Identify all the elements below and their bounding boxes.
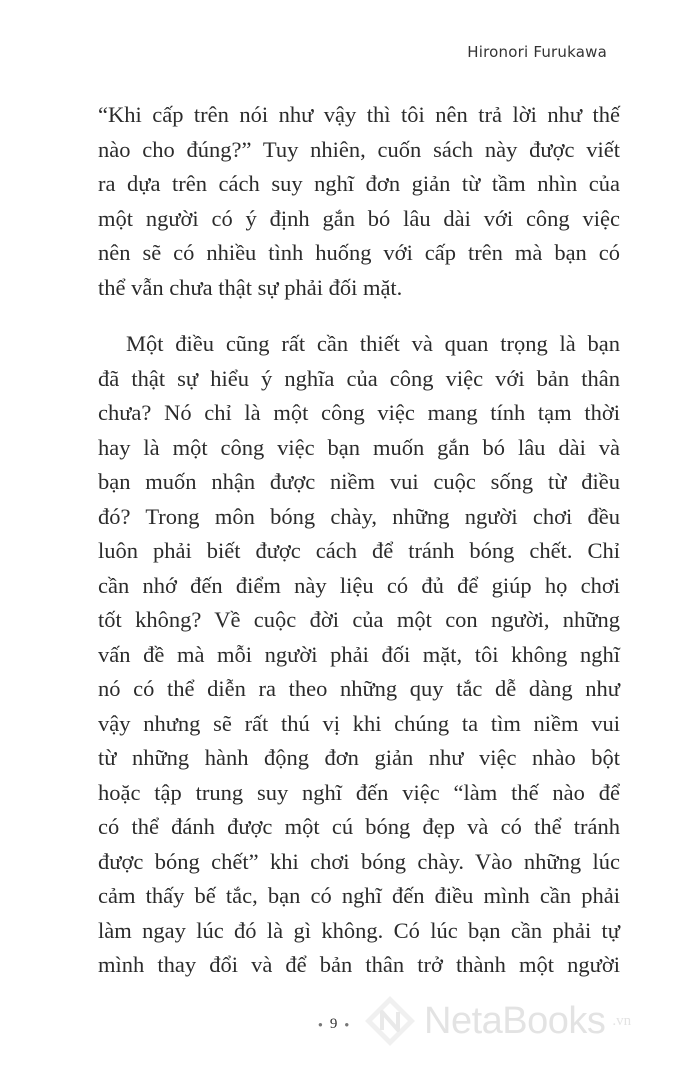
text-line: đó? Trong môn bóng chày, những người chơi đều: [98, 503, 620, 529]
text-line: luôn phải biết được cách để tránh bóng chết. Chỉ: [98, 538, 620, 563]
running-header-author: Hironori Furukawa: [467, 43, 607, 61]
text-line: đã thật sự hiểu ý nghĩa của công việc với bản thân: [98, 365, 620, 391]
watermark: [362, 993, 631, 1049]
text-line: tốt không? Về cuộc đời của một con người, những: [98, 607, 620, 632]
text-line: “Khi cấp trên nói như vậy thì tôi nên trả lời như thế: [98, 102, 620, 127]
text-line: vấn đề mà mỗi người phải đối mặt, tôi không nghĩ: [98, 641, 620, 667]
paragraph-2: [98, 327, 620, 983]
bullet-dot-icon: ●: [344, 1020, 350, 1029]
page-number: [318, 1016, 349, 1033]
text-line: cần nhớ đến điểm này liệu có đủ để giúp họ chơi: [98, 572, 620, 598]
watermark-brand: NetaBooks: [424, 999, 606, 1042]
watermark-suffix: .vn: [612, 1012, 632, 1029]
bullet-dot-icon: ●: [318, 1020, 323, 1029]
text-line: Một điều cũng rất cần thiết và quan trọng là bạn: [126, 331, 620, 356]
text-line: từ những hành động đơn giản như việc nhào bột: [98, 745, 620, 770]
text-line: nào cho đúng?” Tuy nhiên, cuốn sách này được viết: [98, 136, 620, 162]
text-line: thể vẫn chưa thật sự phải đối mặt.: [98, 274, 403, 300]
text-line: hay là một công việc bạn muốn gắn bó lâu dài và: [98, 434, 620, 460]
text-line: vậy nhưng sẽ rất thú vị khi chúng ta tìm niềm vui: [98, 710, 620, 736]
text-line: nó có thể diễn ra theo những quy tắc dễ dàng như: [98, 676, 620, 701]
text-line: làm ngay lúc đó là gì không. Có lúc bạn cần phải tự: [98, 917, 620, 943]
text-line: bạn muốn nhận được niềm vui cuộc sống từ điều: [98, 469, 620, 494]
body-text: [98, 98, 620, 983]
paragraph-1: [98, 98, 620, 305]
text-line: mình thay đổi và để bản thân trở thành một người: [98, 952, 620, 977]
text-line: nên sẽ có nhiều tình huống với cấp trên mà bạn có: [98, 240, 620, 265]
page-number-value: 9: [329, 1016, 338, 1032]
text-line: chưa? Nó chỉ là một công việc mang tính tạm thời: [98, 400, 620, 425]
text-line: hoặc tập trung suy nghĩ đến việc “làm thế nào để: [98, 779, 620, 805]
text-line: được bóng chết” khi chơi bóng chày. Vào những lúc: [98, 848, 620, 874]
text-line: một người có ý định gắn bó lâu dài với công việc: [98, 205, 620, 231]
text-line: ra dựa trên cách suy nghĩ đơn giản từ tầm nhìn của: [98, 171, 620, 196]
netabooks-logo-icon: [362, 993, 418, 1049]
text-line: có thể đánh được một cú bóng đẹp và có thể tránh: [98, 814, 620, 839]
text-line: cảm thấy bế tắc, bạn có nghĩ đến điều mình cần phải: [98, 883, 620, 908]
